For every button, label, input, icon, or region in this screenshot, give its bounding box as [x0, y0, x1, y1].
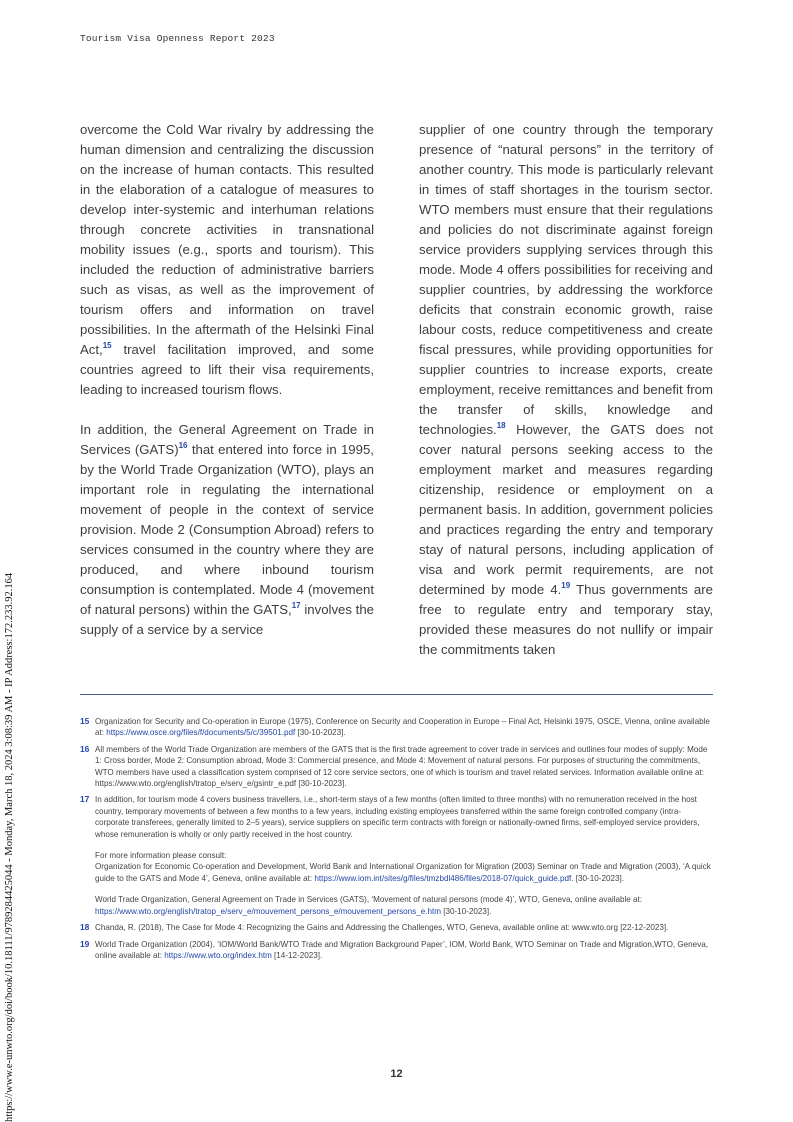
footnote-15 [80, 716, 713, 739]
paragraph [419, 120, 713, 660]
footnote-17 [80, 794, 713, 917]
footnote-body: Organization for Security and Co-operation in Europe (1975), Conference on Security and Cooperation in Europe – Final Act, Helsinki 1975, OSCE, Vienna, online available at: [95, 717, 710, 738]
footnote-number: 17 [80, 794, 90, 805]
footnote-ref-16[interactable]: 16 [178, 441, 188, 450]
footnote-number: 16 [80, 743, 90, 754]
footnote-text: In addition, for tourism mode 4 covers business travellers, i.e., short-term stays of a few months (often limited to three months) with no remuneration received in the host country, temporary movements of between a few months to a few years, including existing employees transferred within the same foreign controlled company (intra-corporate transferees, generally limited to 2–5 years), service suppliers on specific term contracts with foreign or nationally-owned firms, self-employed service providers, whose remuneration is wholly or only partly received in the host country. [95, 795, 700, 839]
paragraph-text: overcome the Cold War rivalry by addressing the human dimension and centralizing the discussion on the increase of human contacts. This resulted in the elaboration of a catalogue of measures to develop inter-systemic and interhuman relations through concrete activities in transnational mobility issues (e.g., sports and tourism). This included the reduction of administrative barriers such as visas, as well as the improvement of tourism offers and information on travel possibilities. In the aftermath of the Helsinki Final Act, [80, 122, 374, 357]
footnote-body: World Trade Organization (2004), ‘IOM/World Bank/WTO Trade and Migration Background Paper’, IOM, World Bank, WTO Seminar on Trade and Migration,WTO, Geneva, online available at: [95, 939, 708, 960]
paragraph-text: that entered into force in 1995, by the World Trade Organization (WTO), plays an important role in regulating the international movement of people in the context of service provision. Mode 2 (Consumption Abroad) refers to services consumed in the country where they are produced, and where inbound tourism consumption is contemplated. Mode 4 (movement of natural persons) within the GATS, [80, 442, 374, 617]
footnote-number: 19 [80, 938, 90, 949]
footnote-ref-17[interactable]: 17 [291, 601, 301, 610]
footnote-text [95, 716, 713, 739]
footnote-ref-18[interactable]: 18 [496, 421, 506, 430]
footnote-ref-19[interactable]: 19 [561, 581, 571, 590]
further-reading-intro: For more information please consult: [95, 851, 227, 861]
paragraph-text: In addition, the General Agreement on Trade in Services (GATS) [80, 422, 374, 457]
footnote-link[interactable]: https://www.iom.int/sites/g/files/tmzbdl486/files/2018-07/quick_guide.pdf [314, 873, 572, 883]
footnote-link[interactable]: https://www.osce.org/files/f/documents/5/c/39501.pdf [106, 728, 296, 738]
footnote-further-reading [95, 850, 713, 884]
footnote-date: [14-12-2023]. [271, 950, 323, 960]
download-stamp: https://www.e-unwto.org/doi/book/10.18111/9789284425044 - Monday, March 18, 2024 3:08:39 AM - IP Address:172.233.92.164 [4, 572, 15, 1122]
paragraph-text: involves the supply of a service by a service [80, 602, 374, 637]
footnote-date: [30-10-2023]. [440, 906, 492, 916]
footnote-body: Organization for Economic Co-operation and Development, World Bank and International Organization for Migration (2003) Seminar on Trade and Migration (2003), ‘A quick guide to the GATS and Mode 4’, Geneva, online available at: [95, 862, 711, 883]
running-header: Tourism Visa Openness Report 2023 [80, 33, 275, 44]
footnote-number: 15 [80, 716, 90, 726]
paragraph-text: However, the GATS does not cover natural persons seeking access to the employment market and measures regarding citizenship, residence or employment on a permanent basis. In addition, government policies and practices regarding the entry and temporary stay of natural persons, including application of visa and work permit requirements, are not determined by mode 4. [419, 422, 713, 597]
footnote-16 [80, 744, 713, 790]
footnote-link[interactable]: https://www.wto.org/index.htm [164, 950, 272, 960]
left-column [80, 120, 374, 640]
footnote-body: World Trade Organization, General Agreement on Trade in Services (GATS), ‘Movement of natural persons (mode 4)’, WTO, Geneva, online available at: [95, 895, 643, 905]
paragraph [80, 420, 374, 640]
footnote-date: [30-10-2023]. [295, 728, 346, 738]
footnote-link[interactable]: https://www.wto.org/english/tratop_e/serv_e/mouvement_persons_e/mouvement_persons_e.htm [95, 906, 441, 916]
footnote-18 [80, 922, 713, 933]
paragraph-text: supplier of one country through the temporary presence of “natural persons” in the territory of another country. This mode is particularly relevant in times of staff shortages in the tourism sector. WTO members must ensure that their regulations and policies do not discriminate against foreign service providers supplying services through this mode. Mode 4 offers possibilities for receiving and supplier countries, by addressing the workforce deficits that constrain economic growth, raise labour costs, reduce competitiveness and create fiscal pressures, while providing opportunities for supplier countries to increase exports, create employment, receive remittances and benefit from the transfer of skills, knowledge and technologies. [419, 122, 713, 437]
footnote-number: 18 [80, 922, 90, 933]
footnote-date: . [30-10-2023]. [571, 873, 624, 883]
page-number: 12 [390, 1068, 403, 1080]
footnote-divider [80, 694, 713, 695]
footnote-ref-15[interactable]: 15 [102, 341, 112, 350]
footnote-further-reading [95, 894, 713, 917]
footnote-text [95, 939, 713, 962]
right-column [419, 120, 713, 660]
footnote-text: All members of the World Trade Organization are members of the GATS that is the first trade agreement to cover trade in services and outlines four modes of supply: Mode 1: Cross border, Mode 2: Consumption abroad, Mode 3: Commercial presence, and Mode 4: Movement of natural persons. For purposes of structuring the commitments, WTO members have used a classification system comprised of 12 core service sectors, one of which is tourism and travel related services. Information available online at: https://www.wto.org/english/tratop_e/serv_e/gsintr_e.pdf [30-10-2023]. [95, 744, 708, 789]
footnote-text: Chanda, R. (2018), The Case for Mode 4: Recognizing the Gains and Addressing the Challenges, WTO, Geneva, available online at: www.wto.org [22-12-2023]. [95, 923, 669, 933]
paragraph-text: Thus governments are free to regulate entry and temporary stay, provided these measures do not nullify or impair the commitments taken [419, 582, 713, 657]
paragraph-text: travel facilitation improved, and some countries agreed to lift their visa requirements, leading to increased tourism flows. [80, 342, 374, 397]
paragraph [80, 120, 374, 400]
footnotes [80, 716, 713, 966]
footnote-19 [80, 939, 713, 962]
